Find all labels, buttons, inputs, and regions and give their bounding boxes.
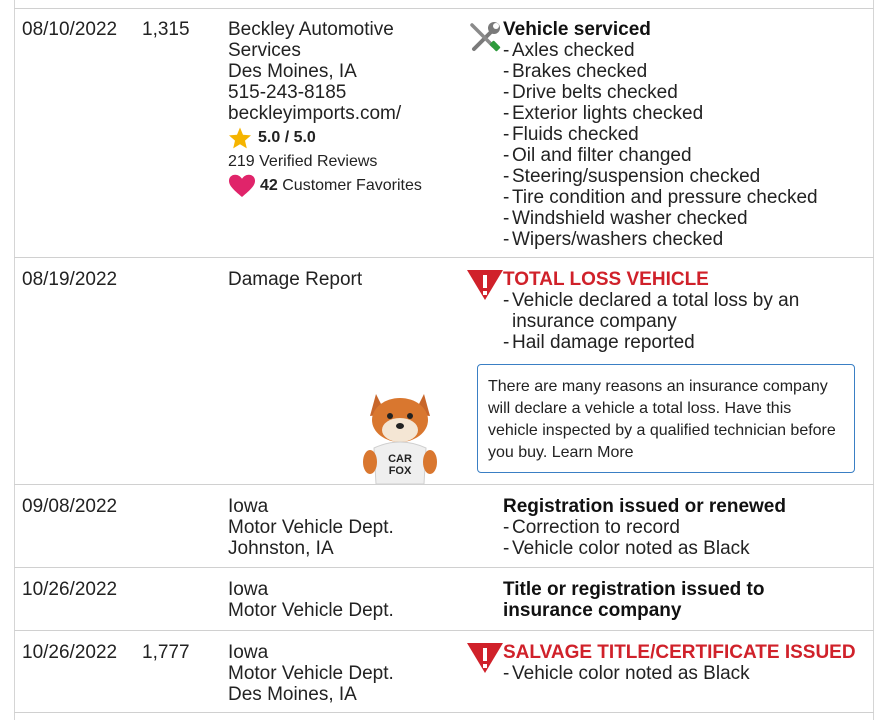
list-item: - Vehicle declared a total loss by an insurance company xyxy=(503,290,863,332)
total-loss-info-box xyxy=(477,364,855,473)
record-source xyxy=(228,642,453,705)
source-name-line: Iowa xyxy=(228,642,269,663)
record-date: 10/26/2022 xyxy=(22,642,118,663)
mascot-shirt-text: CAR xyxy=(388,453,412,465)
record-source xyxy=(228,579,453,621)
source-website-link[interactable]: beckleyimports.com/ xyxy=(228,103,402,124)
source-name-line: Beckley Automotive xyxy=(228,19,394,40)
reviews-link[interactable]: 219 Verified Reviews xyxy=(228,153,378,170)
comment-heading: Vehicle serviced xyxy=(503,19,651,40)
source-location: Des Moines, IA xyxy=(228,61,357,82)
list-item: - Vehicle color noted as Black xyxy=(503,663,863,684)
tools-icon xyxy=(466,19,506,59)
source-phone[interactable]: 515-243-8185 xyxy=(228,82,347,103)
list-item: - Correction to record xyxy=(503,517,863,538)
list-item: - Hail damage reported xyxy=(503,332,863,353)
comment-heading: SALVAGE TITLE/CERTIFICATE ISSUED xyxy=(503,642,856,663)
rating xyxy=(228,126,453,150)
alert-triangle-icon xyxy=(466,268,506,308)
source-name-line: Iowa xyxy=(228,579,269,600)
comment-list xyxy=(503,290,863,353)
list-item: - Wipers/washers checked xyxy=(503,229,863,250)
favorites-count: 42 xyxy=(260,177,278,194)
favorites-label: Customer Favorites xyxy=(282,177,422,194)
star-icon xyxy=(228,126,252,150)
learn-more-link[interactable]: Learn More xyxy=(551,444,634,461)
mascot-shirt-text: FOX xyxy=(388,465,412,477)
comment-list xyxy=(503,663,863,684)
list-item: - Oil and filter changed xyxy=(503,145,863,166)
source-location: Des Moines, IA xyxy=(228,684,357,705)
record-date: 08/10/2022 xyxy=(22,19,118,40)
record-date: 08/19/2022 xyxy=(22,269,118,290)
carfox-mascot xyxy=(358,388,444,486)
source-name-line: Services xyxy=(228,40,301,61)
list-item: - Vehicle color noted as Black xyxy=(503,538,863,559)
record-mileage: 1,777 xyxy=(142,642,190,663)
alert-triangle-icon xyxy=(466,641,506,681)
record-comments xyxy=(503,269,863,353)
record-date: 09/08/2022 xyxy=(22,496,118,517)
record-source xyxy=(228,496,453,559)
list-item: - Exterior lights checked xyxy=(503,103,863,124)
source-name-line: Motor Vehicle Dept. xyxy=(228,663,394,684)
comment-heading: TOTAL LOSS VEHICLE xyxy=(503,269,709,290)
record-comments xyxy=(503,579,863,621)
list-item: - Brakes checked xyxy=(503,61,863,82)
comment-list xyxy=(503,517,863,559)
source-name-line: Damage Report xyxy=(228,269,363,290)
comment-list xyxy=(503,40,863,250)
record-comments xyxy=(503,19,863,250)
source-location: Johnston, IA xyxy=(228,538,334,559)
record-mileage: 1,315 xyxy=(142,19,190,40)
source-name-line: Motor Vehicle Dept. xyxy=(228,600,394,621)
favorites xyxy=(228,174,453,198)
list-item: - Drive belts checked xyxy=(503,82,863,103)
comment-heading: Title or registration issued to xyxy=(503,579,765,600)
source-name-line: Iowa xyxy=(228,496,269,517)
comment-heading: insurance company xyxy=(503,600,682,621)
record-comments xyxy=(503,642,863,684)
list-item: - Tire condition and pressure checked xyxy=(503,187,863,208)
heart-icon xyxy=(228,174,256,198)
record-comments xyxy=(503,496,863,559)
record-date: 10/26/2022 xyxy=(22,579,118,600)
rating-value: 5.0 / 5.0 xyxy=(258,129,316,146)
list-item: - Steering/suspension checked xyxy=(503,166,863,187)
info-text: There are many reasons an insurance company will declare a vehicle a total loss. Have this vehicle inspected by a qualified technician before you buy. xyxy=(488,378,836,461)
list-item: - Windshield washer checked xyxy=(503,208,863,229)
record-source xyxy=(228,19,453,198)
comment-heading: Registration issued or renewed xyxy=(503,496,786,517)
list-item: - Axles checked xyxy=(503,40,863,61)
list-item: - Fluids checked xyxy=(503,124,863,145)
record-source xyxy=(228,269,453,290)
source-name-line: Motor Vehicle Dept. xyxy=(228,517,394,538)
